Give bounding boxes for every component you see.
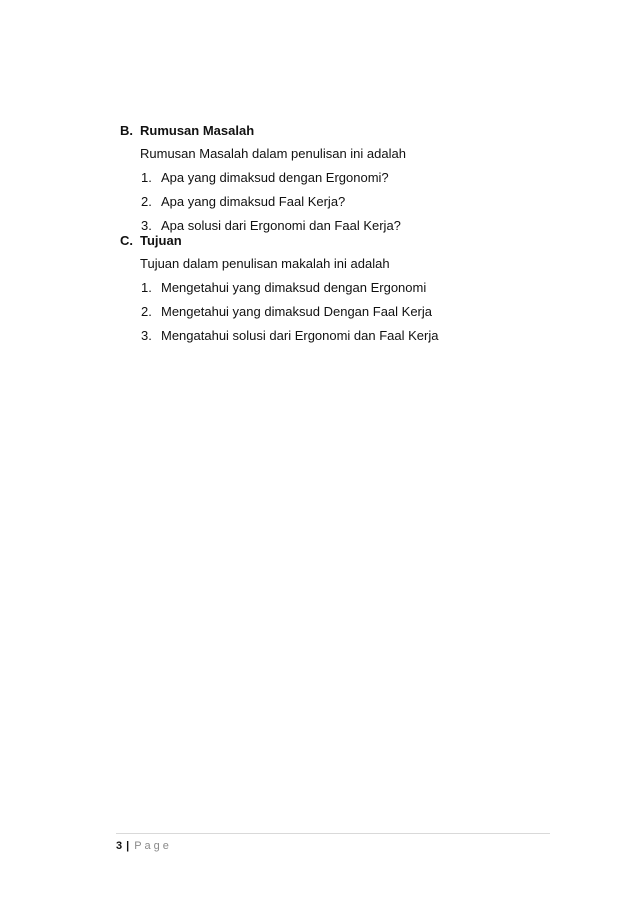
item-number: 3. xyxy=(141,218,152,233)
item-text: Mengatahui solusi dari Ergonomi dan Faal Kerja xyxy=(161,328,439,343)
page-number: 3 xyxy=(116,840,123,852)
item-text: Apa yang dimaksud Faal Kerja? xyxy=(161,194,346,209)
numbered-list xyxy=(141,280,560,344)
section-title: Tujuan xyxy=(140,233,182,248)
section-rumusan-masalah xyxy=(120,123,560,234)
list-item xyxy=(141,328,560,344)
list-item xyxy=(141,280,560,296)
item-number: 1. xyxy=(141,280,152,295)
list-item xyxy=(141,170,560,186)
section-heading xyxy=(120,123,560,141)
section-title: Rumusan Masalah xyxy=(140,123,255,138)
item-text: Apa solusi dari Ergonomi dan Faal Kerja? xyxy=(161,218,401,233)
item-number: 2. xyxy=(141,194,152,209)
item-text: Mengetahui yang dimaksud dengan Ergonomi xyxy=(161,280,427,295)
page-footer xyxy=(116,833,550,853)
item-number: 2. xyxy=(141,304,152,319)
section-intro: Tujuan dalam penulisan makalah ini adalah xyxy=(140,256,390,271)
item-number: 3. xyxy=(141,328,152,343)
section-letter: B. xyxy=(120,123,133,138)
list-item xyxy=(141,304,560,320)
item-text: Apa yang dimaksud dengan Ergonomi? xyxy=(161,170,389,185)
footer-separator: | xyxy=(126,840,130,852)
page-label: Page xyxy=(134,840,172,852)
section-heading xyxy=(120,233,560,251)
section-intro: Rumusan Masalah dalam penulisan ini adalah xyxy=(140,146,406,161)
item-number: 1. xyxy=(141,170,152,185)
section-letter: C. xyxy=(120,233,133,248)
section-tujuan xyxy=(120,233,560,344)
item-text: Mengetahui yang dimaksud Dengan Faal Kerja xyxy=(161,304,433,319)
numbered-list xyxy=(141,170,560,234)
list-item xyxy=(141,218,560,234)
list-item xyxy=(141,194,560,210)
